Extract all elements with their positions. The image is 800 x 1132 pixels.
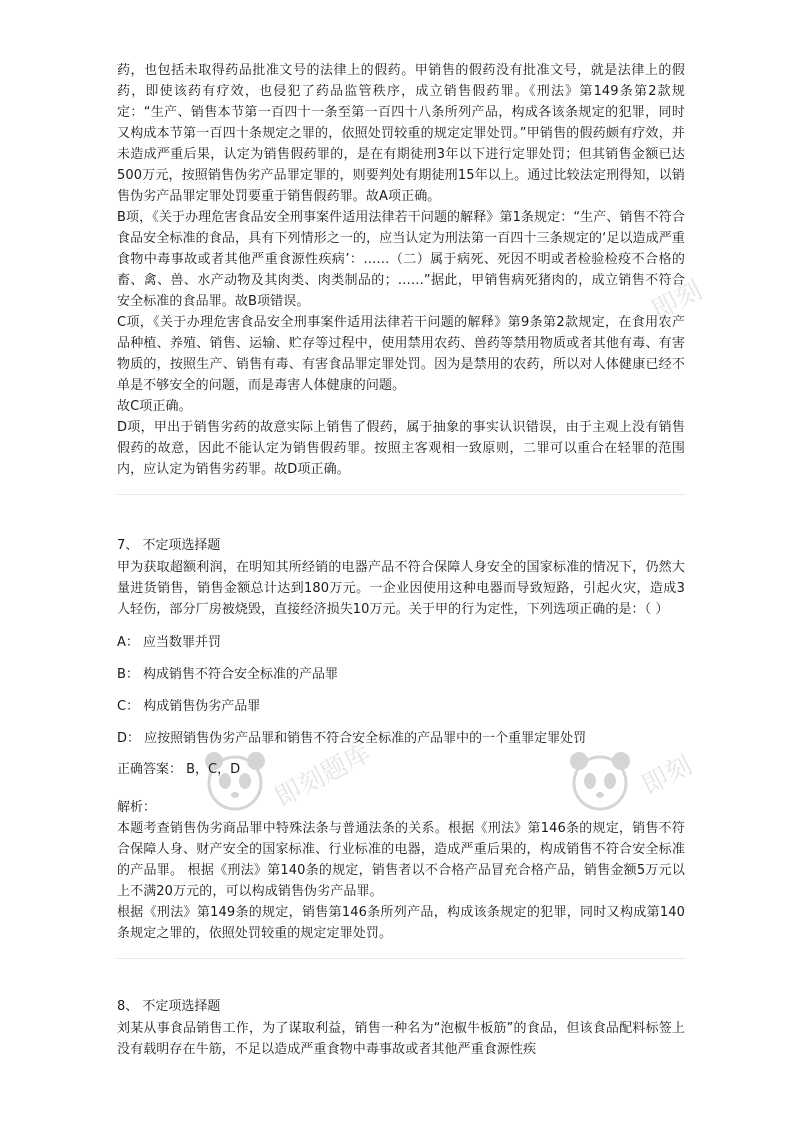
- question-7-header: 7、 不定项选择题: [117, 538, 221, 553]
- explanation-paragraph-c-conclusion: 故C项正确。: [117, 399, 192, 414]
- question-7-analysis-p1: 本题考查销售伪劣商品罪中特殊法条与普通法条的关系。根据《刑法》第146条的规定，销售不符合保障人身、财产安全的国家标准、行业标准的电器，造成严重后果的，构成销售不符合安全标准的产品罪。 根据《刑法》第140条的规定，销售者以不合格产品冒充合格产品，销售金额5万元以上不满20万元的，可以构成销售伪劣产品罪。: [117, 821, 685, 899]
- question-8-header: 8、 不定项选择题: [117, 999, 221, 1014]
- section-divider: [117, 494, 685, 495]
- question-7-body: [117, 557, 685, 760]
- question-7-option-b: B： 构成销售不符合安全标准的产品罪: [117, 667, 339, 682]
- explanation-paragraph-b: B项，《关于办理危害食品安全刑事案件适用法律若干问题的解释》第1条规定：“生产、销售不符合食品安全标准的食品，具有下列情形之一的，应当认定为刑法第一百四十三条规定的‘足以造成严重食物中毒事故或者其他严重食源性疾病’：……（二）属于病死、死因不明或者检验检疫不合格的畜、禽、兽、水产动物及其肉类、肉类制品的；……”据此，甲销售病死猪肉的，成立销售不符合安全标准的食品罪。故B项错误。: [117, 210, 685, 309]
- question-7-option-a: A： 应当数罪并罚: [117, 635, 222, 650]
- question-7-analysis: [117, 818, 685, 944]
- previous-answer-explanation: [117, 60, 685, 480]
- question-7-stem: 甲为获取超额利润，在明知其所经销的电器产品不符合保障人身安全的国家标准的情况下，仍然大量进货销售，销售金额总计达到180万元。一企业因使用这种电器而导致短路，引起火灾，造成3人轻伤，部分厂房被烧毁，直接经济损失10万元。关于甲的行为定性，下列选项正确的是：（ ）: [117, 560, 685, 617]
- question-7-analysis-p2: 根据《刑法》第149条的规定，销售第146条所列产品，构成该条规定的犯罪，同时又构成第140条规定之罪的，依照处罚较重的规定定罪处罚。: [117, 905, 685, 941]
- explanation-paragraph-d: D项，甲出于销售劣药的故意实际上销售了假药，属于抽象的事实认识错误，由于主观上没有销售假药的故意，因此不能认定为销售假药罪。按照主客观相一致原则，二罪可以重合在轻罪的范围内，应认定为销售劣药罪。故D项正确。: [117, 420, 685, 477]
- question-7-answer: 正确答案： B，C，D: [117, 762, 241, 777]
- question-8-stem: 刘某从事食品销售工作，为了谋取利益，销售一种名为“泡椒牛板筋”的食品，但该食品配料标签上没有载明存在牛筋，不足以造成严重食物中毒事故或者其他严重食源性疾: [117, 1021, 685, 1057]
- watermark-text: 即刻题库: [270, 738, 377, 814]
- section-divider: [117, 958, 685, 959]
- watermark-text: 即刻: [647, 275, 708, 327]
- question-8-body: [117, 1018, 685, 1060]
- question-7-analysis-label: 解析：: [117, 800, 157, 815]
- watermark-text: 即刻: [637, 750, 698, 802]
- explanation-paragraph-a: 药，也包括未取得药品批准文号的法律上的假药。甲销售的假药没有批准文号，就是法律上的假药，即使该药有疗效，也侵犯了药品监管秩序，成立销售假药罪。《刑法》第149条第2款规定：“生产、销售本节第一百四十一条至第一百四十八条所列产品，构成各该条规定的犯罪，同时又构成本节第一百四十条规定之罪的，依照处罚较重的规定定罪处罚。”甲销售的假药颇有疗效，并未造成严重后果，认定为销售假药罪的，是在有期徒刑3年以下进行定罪处罚；但其销售金额已达500万元，按照销售伪劣产品罪定罪的，则要判处有期徒刑15年以上。通过比较法定刑得知，以销售伪劣产品罪定罪处罚要重于销售假药罪。故A项正确。: [117, 63, 685, 204]
- question-7-option-c: C： 构成销售伪劣产品罪: [117, 699, 261, 714]
- question-7-option-d: D： 应按照销售伪劣产品罪和销售不符合安全标准的产品罪中的一个重罪定罪处罚: [117, 731, 587, 746]
- explanation-paragraph-c: C项，《关于办理危害食品安全刑事案件适用法律若干问题的解释》第9条第2款规定，在食用农产品种植、养殖、销售、运输、贮存等过程中，使用禁用农药、兽药等禁用物质或者其他有毒、有害物质的，按照生产、销售有毒、有害食品罪定罪处罚。因为是禁用的农药，所以对人体健康已经不单是不够安全的问题，而是毒害人体健康的问题。: [117, 315, 685, 393]
